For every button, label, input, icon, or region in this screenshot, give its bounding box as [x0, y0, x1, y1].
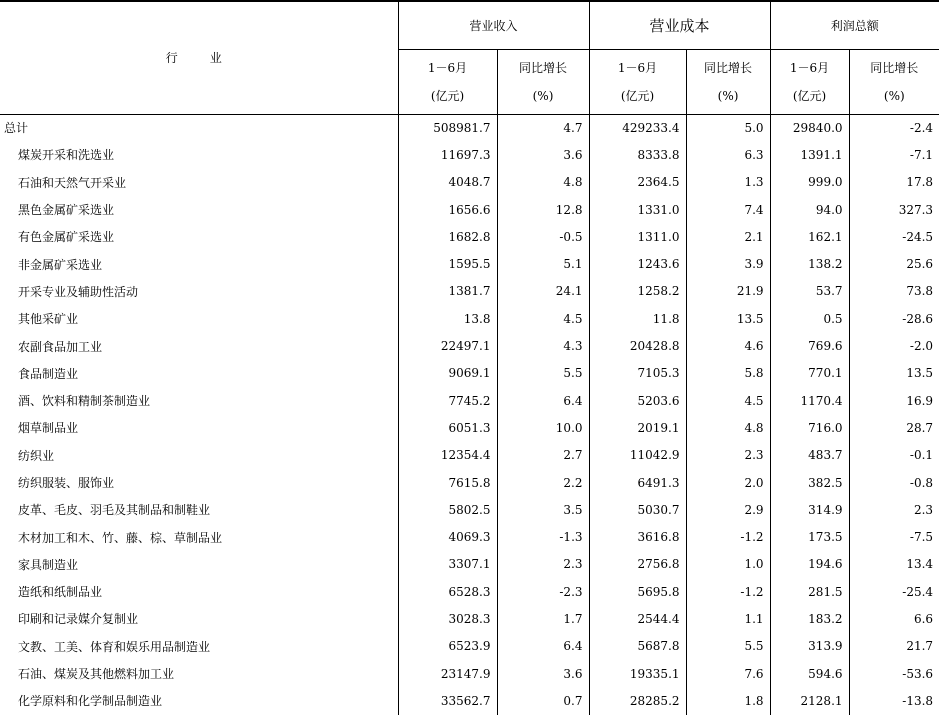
revenue-value: 3028.3: [398, 605, 497, 632]
cost-growth: 7.6: [686, 660, 770, 687]
cost-value: 1311.0: [589, 223, 686, 250]
industry-name: 化学原料和化学制品制造业: [18, 694, 163, 709]
revenue-value: 4069.3: [398, 523, 497, 550]
header-profit: 利润总额: [770, 1, 939, 49]
revenue-value: 6523.9: [398, 633, 497, 660]
profit-value: 314.9: [770, 496, 849, 523]
table-header: [0, 1, 939, 114]
revenue-value: 13.8: [398, 305, 497, 332]
subheader-revenue-growth: [497, 49, 589, 114]
revenue-growth: 0.7: [497, 687, 589, 714]
cost-growth: 7.4: [686, 196, 770, 223]
cost-value: 2019.1: [589, 414, 686, 441]
profit-growth: -7.5: [849, 523, 939, 550]
revenue-value: 7745.2: [398, 387, 497, 414]
revenue-value: 33562.7: [398, 687, 497, 714]
cost-value: 5695.8: [589, 578, 686, 605]
revenue-value: 508981.7: [398, 114, 497, 141]
cost-value: 1331.0: [589, 196, 686, 223]
profit-growth: -13.8: [849, 687, 939, 714]
subheader-growth-unit: (%): [717, 88, 739, 103]
industry-name: 开采专业及辅助性活动: [18, 284, 139, 299]
cost-value: 5203.6: [589, 387, 686, 414]
cost-value: 8333.8: [589, 141, 686, 168]
cost-growth: 13.5: [686, 305, 770, 332]
cost-growth: 1.8: [686, 687, 770, 714]
revenue-growth: 6.4: [497, 633, 589, 660]
revenue-growth: 5.1: [497, 250, 589, 277]
table-row: [0, 551, 939, 578]
table-row: [0, 633, 939, 660]
subheader-growth-label: 同比增长: [870, 60, 919, 75]
subheader-period-label: 1－6月: [789, 60, 830, 75]
industry-name: 造纸和纸制品业: [18, 585, 103, 600]
table-row: [0, 278, 939, 305]
revenue-value: 7615.8: [398, 469, 497, 496]
subheader-period-unit: (亿元): [430, 88, 465, 103]
cost-value: 6491.3: [589, 469, 686, 496]
table-row: [0, 223, 939, 250]
cost-value: 1258.2: [589, 278, 686, 305]
profit-growth: -0.1: [849, 442, 939, 469]
industry-name: 纺织服装、服饰业: [18, 476, 115, 490]
subheader-profit-growth: [849, 49, 939, 114]
revenue-growth: 10.0: [497, 414, 589, 441]
profit-growth: -24.5: [849, 223, 939, 250]
industry-name: 黑色金属矿采选业: [18, 203, 115, 218]
revenue-value: 12354.4: [398, 442, 497, 469]
industry-name: 文教、工美、体育和娱乐用品制造业: [18, 639, 211, 654]
header-cost: 营业成本: [589, 1, 770, 49]
profit-value: 382.5: [770, 469, 849, 496]
profit-growth: -53.6: [849, 660, 939, 687]
revenue-growth: 3.5: [497, 496, 589, 523]
revenue-growth: 24.1: [497, 278, 589, 305]
table-row: [0, 305, 939, 332]
industry-name: 非金属矿采选业: [18, 257, 103, 272]
profit-value: 94.0: [770, 196, 849, 223]
profit-value: 769.6: [770, 332, 849, 359]
industry-name: 总计: [4, 121, 29, 136]
table-row: [0, 332, 939, 359]
subheader-profit-period: [770, 49, 849, 114]
cost-growth: 4.5: [686, 387, 770, 414]
table-row: [0, 141, 939, 168]
header-revenue: 营业收入: [398, 1, 589, 49]
profit-growth: 13.4: [849, 551, 939, 578]
profit-value: 138.2: [770, 250, 849, 277]
profit-value: 173.5: [770, 523, 849, 550]
table-row: [0, 496, 939, 523]
profit-value: 162.1: [770, 223, 849, 250]
subheader-growth-label: 同比增长: [519, 60, 568, 75]
revenue-growth: 2.2: [497, 469, 589, 496]
subheader-cost-period: [589, 49, 686, 114]
cost-value: 5030.7: [589, 496, 686, 523]
profit-growth: -2.0: [849, 332, 939, 359]
profit-growth: 17.8: [849, 169, 939, 196]
revenue-growth: -1.3: [497, 523, 589, 550]
industry-name: 纺织业: [18, 448, 55, 463]
subheader-cost-growth: [686, 49, 770, 114]
profit-growth: 16.9: [849, 387, 939, 414]
profit-growth: -2.4: [849, 114, 939, 141]
cost-value: 20428.8: [589, 332, 686, 359]
profit-value: 999.0: [770, 169, 849, 196]
revenue-value: 6051.3: [398, 414, 497, 441]
cost-growth: 4.8: [686, 414, 770, 441]
cost-value: 3616.8: [589, 523, 686, 550]
table-row: [0, 578, 939, 605]
revenue-growth: 6.4: [497, 387, 589, 414]
profit-growth: -25.4: [849, 578, 939, 605]
revenue-growth: 4.3: [497, 332, 589, 359]
cost-growth: 2.3: [686, 442, 770, 469]
revenue-growth: 3.6: [497, 660, 589, 687]
industry-name: 印刷和记录媒介复制业: [18, 612, 139, 627]
cost-growth: 2.0: [686, 469, 770, 496]
cost-growth: 3.9: [686, 250, 770, 277]
industry-name: 农副食品加工业: [18, 339, 103, 354]
cost-value: 2544.4: [589, 605, 686, 632]
revenue-value: 9069.1: [398, 360, 497, 387]
table-body: [0, 114, 939, 715]
profit-growth: 2.3: [849, 496, 939, 523]
table-row: [0, 442, 939, 469]
table-row: [0, 523, 939, 550]
header-industry: 行 业: [0, 1, 398, 114]
table-row: [0, 196, 939, 223]
revenue-value: 1682.8: [398, 223, 497, 250]
profit-growth: 13.5: [849, 360, 939, 387]
table-row: [0, 387, 939, 414]
cost-value: 2756.8: [589, 551, 686, 578]
cost-growth: 1.1: [686, 605, 770, 632]
revenue-growth: 5.5: [497, 360, 589, 387]
cost-growth: 1.3: [686, 169, 770, 196]
cost-value: 11042.9: [589, 442, 686, 469]
cost-value: 1243.6: [589, 250, 686, 277]
subheader-period-unit: (亿元): [792, 88, 827, 103]
profit-value: 53.7: [770, 278, 849, 305]
cost-growth: 4.6: [686, 332, 770, 359]
table-row: [0, 605, 939, 632]
industry-name: 皮革、毛皮、羽毛及其制品和制鞋业: [18, 503, 211, 518]
industry-name: 其他采矿业: [18, 312, 79, 327]
cost-growth: 5.0: [686, 114, 770, 141]
profit-growth: 73.8: [849, 278, 939, 305]
table-row: [0, 660, 939, 687]
industry-name: 石油、煤炭及其他燃料加工业: [18, 667, 175, 682]
revenue-growth: 3.6: [497, 141, 589, 168]
industry-name: 煤炭开采和洗选业: [18, 148, 115, 163]
profit-growth: 327.3: [849, 196, 939, 223]
cost-value: 5687.8: [589, 633, 686, 660]
industry-name: 酒、饮料和精制茶制造业: [18, 394, 151, 409]
cost-value: 2364.5: [589, 169, 686, 196]
industry-name: 家具制造业: [18, 557, 79, 572]
cost-growth: 5.8: [686, 360, 770, 387]
profit-growth: 21.7: [849, 633, 939, 660]
revenue-growth: 12.8: [497, 196, 589, 223]
revenue-value: 11697.3: [398, 141, 497, 168]
cost-value: 19335.1: [589, 660, 686, 687]
table-row: [0, 360, 939, 387]
subheader-growth-unit: (%): [532, 88, 554, 103]
revenue-value: 5802.5: [398, 496, 497, 523]
subheader-period-label: 1－6月: [427, 60, 468, 75]
subheader-growth-label: 同比增长: [704, 60, 753, 75]
subheader-revenue-period: [398, 49, 497, 114]
industry-name: 食品制造业: [18, 366, 79, 381]
revenue-value: 23147.9: [398, 660, 497, 687]
revenue-growth: 1.7: [497, 605, 589, 632]
profit-value: 313.9: [770, 633, 849, 660]
cost-growth: 6.3: [686, 141, 770, 168]
profit-value: 716.0: [770, 414, 849, 441]
revenue-value: 1656.6: [398, 196, 497, 223]
revenue-value: 22497.1: [398, 332, 497, 359]
profit-value: 281.5: [770, 578, 849, 605]
cost-growth: 1.0: [686, 551, 770, 578]
subheader-period-unit: (亿元): [620, 88, 655, 103]
revenue-growth: 4.5: [497, 305, 589, 332]
revenue-value: 6528.3: [398, 578, 497, 605]
revenue-value: 3307.1: [398, 551, 497, 578]
revenue-growth: 2.3: [497, 551, 589, 578]
industry-name: 石油和天然气开采业: [18, 175, 127, 190]
cost-growth: -1.2: [686, 523, 770, 550]
cost-value: 7105.3: [589, 360, 686, 387]
subheader-period-label: 1－6月: [617, 60, 658, 75]
profit-value: 29840.0: [770, 114, 849, 141]
cost-value: 11.8: [589, 305, 686, 332]
revenue-value: 1381.7: [398, 278, 497, 305]
revenue-growth: 4.7: [497, 114, 589, 141]
profit-value: 2128.1: [770, 687, 849, 714]
profit-value: 483.7: [770, 442, 849, 469]
table-row: [0, 469, 939, 496]
cost-growth: 21.9: [686, 278, 770, 305]
profit-growth: -28.6: [849, 305, 939, 332]
revenue-growth: 4.8: [497, 169, 589, 196]
table-row: [0, 169, 939, 196]
table-row: [0, 687, 939, 714]
profit-value: 594.6: [770, 660, 849, 687]
revenue-value: 4048.7: [398, 169, 497, 196]
revenue-growth: 2.7: [497, 442, 589, 469]
subheader-growth-unit: (%): [883, 88, 905, 103]
profit-value: 770.1: [770, 360, 849, 387]
cost-growth: 5.5: [686, 633, 770, 660]
cost-growth: 2.1: [686, 223, 770, 250]
industry-name: 烟草制品业: [18, 421, 79, 436]
revenue-growth: -0.5: [497, 223, 589, 250]
table-row: [0, 250, 939, 277]
cost-value: 429233.4: [589, 114, 686, 141]
profit-value: 1170.4: [770, 387, 849, 414]
profit-value: 1391.1: [770, 141, 849, 168]
cost-growth: 2.9: [686, 496, 770, 523]
revenue-growth: -2.3: [497, 578, 589, 605]
cost-growth: -1.2: [686, 578, 770, 605]
revenue-value: 1595.5: [398, 250, 497, 277]
cost-value: 28285.2: [589, 687, 686, 714]
industry-name: 有色金属矿采选业: [18, 230, 115, 245]
table-row: [0, 414, 939, 441]
profit-growth: 25.6: [849, 250, 939, 277]
profit-value: 0.5: [770, 305, 849, 332]
profit-growth: -0.8: [849, 469, 939, 496]
profit-value: 194.6: [770, 551, 849, 578]
industry-name: 木材加工和木、竹、藤、棕、草制品业: [18, 530, 223, 545]
profit-growth: -7.1: [849, 141, 939, 168]
profit-value: 183.2: [770, 605, 849, 632]
profit-growth: 28.7: [849, 414, 939, 441]
profit-growth: 6.6: [849, 605, 939, 632]
table-row: [0, 114, 939, 141]
